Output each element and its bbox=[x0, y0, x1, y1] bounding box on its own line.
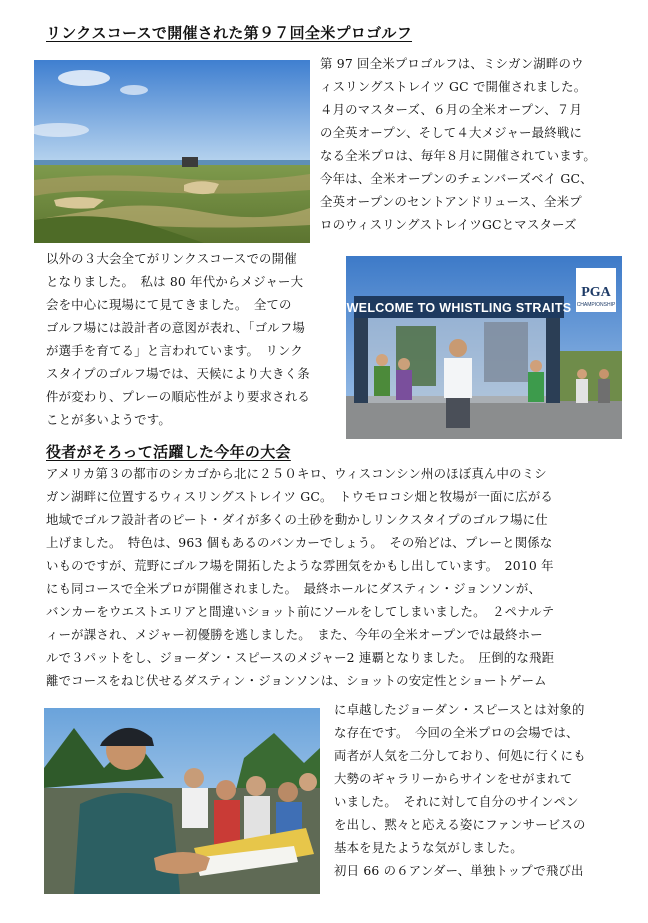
text-line: ルで３パットをし、ジョーダン・スピースのメジャー2 連覇となりました。 圧倒的な飛距 bbox=[46, 650, 555, 665]
text-line: 初日 66 の６アンダー、単独トップで飛び出 bbox=[334, 863, 584, 878]
text-line: となりました。 私は 80 年代からメジャー大 bbox=[46, 274, 304, 289]
text-line: いものですが、荒野にゴルフ場を開拓したような雰囲気をかもし出しています。 2010 年 bbox=[46, 558, 554, 573]
entrance-gate-photo bbox=[346, 256, 622, 439]
text-line: 以外の３大会全てがリンクスコースでの開催 bbox=[46, 251, 297, 266]
text-line: ロのウィスリングストレイツGCとマスターズ bbox=[320, 217, 577, 232]
autograph-signing-photo bbox=[44, 708, 320, 894]
text-line: ガン湖畔に位置するウィスリングストレイツ GC。 トウモロコシ畑と牧場が一面に広がる bbox=[46, 489, 554, 504]
text-line: スタイプのゴルフ場では、天候により大きく条 bbox=[46, 366, 310, 381]
text-line: 第 97 回全米プロゴルフは、ミシガン湖畔のウ bbox=[320, 56, 584, 71]
text-line: 両者が人気を二分しており、何処に行くにも bbox=[334, 748, 586, 763]
text-line: 基本を見たような気がしました。 bbox=[334, 840, 523, 855]
text-line: 全英オープンのセントアンドリュース、全米プ bbox=[320, 194, 582, 209]
golf-course-photo bbox=[34, 60, 310, 243]
text-line: ４月のマスターズ、６月の全米オープン、７月 bbox=[320, 102, 583, 117]
text-line: ことが多いようです。 bbox=[46, 412, 171, 427]
text-line: 上げました。 特色は、963 個もあるのバンカーでしょう。 その殆どは、プレーと関係な bbox=[46, 535, 553, 550]
text-line: 会を中心に現場にて見てきました。 全ての bbox=[46, 297, 292, 312]
text-line: ィスリングストレイツ GC で開催されました。 bbox=[320, 79, 587, 94]
text-line: 地域でゴルフ設計者のピート・ダイが多くの土砂を動かしリンクスタイプのゴルフ場に仕 bbox=[46, 512, 548, 527]
pga-logo-subtext: CHAMPIONSHIP bbox=[576, 302, 616, 308]
text-line: アメリカ第３の都市のシカゴから北に２５０キロ、ウィスコンシン州のほぼ真ん中のミシ bbox=[46, 466, 547, 481]
text-line: が選手を育てる」と言われています。 リンク bbox=[46, 343, 303, 358]
text-line: を出し、黙々と応える姿にファンサービスの bbox=[334, 817, 586, 832]
text-line: なる全米プロは、毎年８月に開催されています。 bbox=[320, 148, 597, 163]
pga-logo-text: PGA bbox=[581, 285, 611, 300]
text-line: の全英オープン、そして４大メジャー最終戦に bbox=[320, 125, 583, 140]
text-line: ゴルフ場には設計者の意図が表れ、「ゴルフ場 bbox=[46, 320, 305, 335]
text-line: に卓越したジョーダン・スピースとは対象的 bbox=[334, 702, 585, 717]
text-line: 今年は、全米オープンのチェンバーズベイ GC、 bbox=[320, 171, 593, 186]
text-line: バンカーをウエストエリアと間違いショット前にソールをしてしまいました。 ２ペナルテ bbox=[46, 604, 555, 619]
text-line: 件が変わり、プレーの順応性がより要求される bbox=[46, 389, 310, 404]
welcome-banner-text: WELCOME TO WHISTLING STRAITS bbox=[346, 301, 572, 315]
article-title: リンクスコースで開催された第９７回全米プロゴルフ bbox=[46, 24, 413, 42]
text-line: ィーが課され、メジャー初優勝を逃しました。 また、今年の全米オープンでは最終ホー bbox=[46, 627, 543, 642]
text-line: 離でコースをねじ伏せるダスティン・ジョンソンは、ショットの安定性とショートゲーム bbox=[46, 673, 547, 688]
text-line: 大勢のギャラリーからサインをせがまれて bbox=[334, 771, 573, 786]
text-line: いました。 それに対して自分のサインペン bbox=[334, 794, 579, 809]
section-heading: 役者がそろって活躍した今年の大会 bbox=[46, 443, 291, 461]
text-line: な存在です。 今回の全米プロの会場では、 bbox=[334, 725, 579, 740]
text-line: にも同コースで全米プロが開催されました。 最終ホールにダスティン・ジョンソンが、 bbox=[46, 581, 542, 596]
